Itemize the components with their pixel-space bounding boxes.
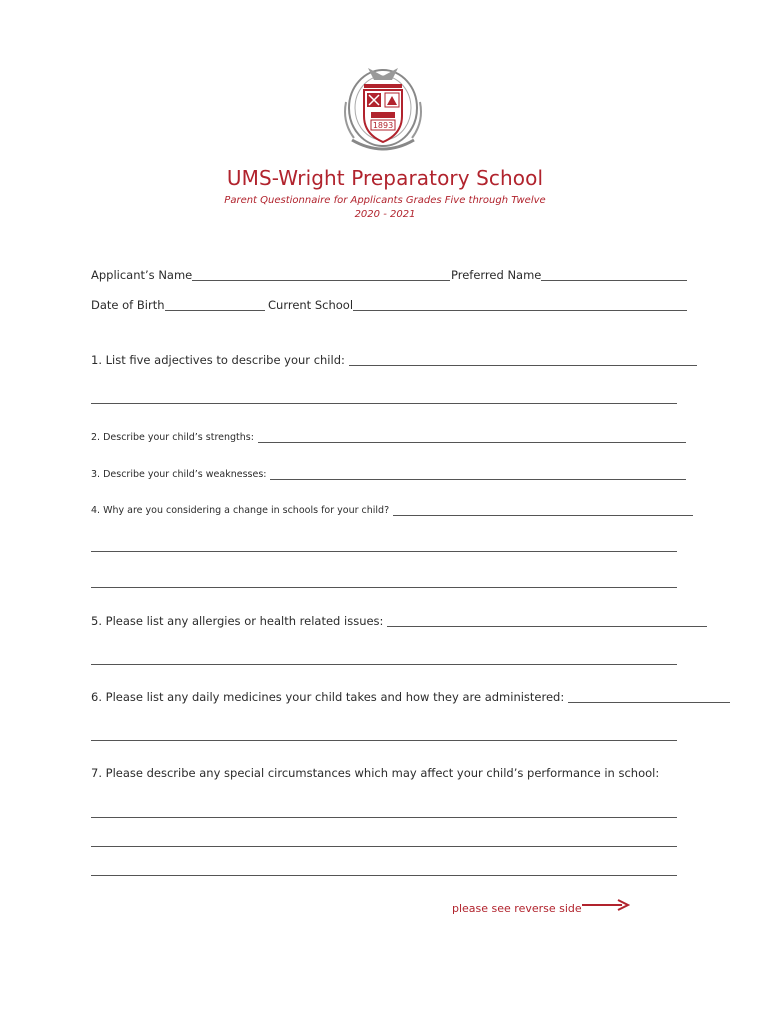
arrow-right-icon	[582, 898, 630, 912]
preferred-name-label: Preferred Name	[451, 268, 542, 282]
dob-label: Date of Birth	[91, 298, 165, 312]
question-2-row	[91, 430, 686, 444]
preferred-name-row	[451, 268, 687, 282]
question-1-row	[91, 353, 697, 367]
question-4-field[interactable]	[393, 503, 693, 516]
question-1-extra-line[interactable]	[91, 403, 677, 404]
school-crest-logo	[340, 62, 426, 162]
question-7-row	[91, 766, 659, 780]
school-year: 2020 - 2021	[354, 209, 416, 220]
applicant-name-field[interactable]	[192, 268, 450, 281]
question-1-field[interactable]	[349, 353, 697, 366]
page-subtitle: Parent Questionnaire for Applicants Grades Five through Twelve	[224, 195, 546, 206]
reverse-side-note: please see reverse side	[452, 902, 582, 915]
question-4-label: 4. Why are you considering a change in schools for your child?	[91, 505, 390, 516]
question-7-line-1[interactable]	[91, 817, 677, 818]
question-7-line-3[interactable]	[91, 875, 677, 876]
question-5-label: 5. Please list any allergies or health related issues:	[91, 614, 384, 628]
question-3-field[interactable]	[270, 467, 686, 480]
question-7-label: 7. Please describe any special circumstances which may affect your child’s performance in school:	[91, 766, 660, 780]
question-5-row	[91, 614, 707, 628]
question-6-extra-line[interactable]	[91, 740, 677, 741]
question-2-label: 2. Describe your child’s strengths:	[91, 432, 254, 443]
current-school-field[interactable]	[353, 298, 687, 311]
dob-field[interactable]	[165, 298, 265, 311]
current-school-row	[268, 298, 687, 312]
question-5-extra-line[interactable]	[91, 664, 677, 665]
question-5-field[interactable]	[387, 614, 707, 627]
page-title: UMS-Wright Preparatory School	[226, 166, 544, 190]
question-3-label: 3. Describe your child’s weaknesses:	[91, 469, 267, 480]
preferred-name-field[interactable]	[541, 268, 687, 281]
question-4-row	[91, 503, 693, 517]
question-1-label: 1. List five adjectives to describe your child:	[91, 353, 345, 367]
question-6-field[interactable]	[568, 690, 730, 703]
applicant-name-label: Applicant’s Name	[91, 268, 193, 282]
question-4-extra-line-1[interactable]	[91, 551, 677, 552]
current-school-label: Current School	[268, 298, 354, 312]
question-7-line-2[interactable]	[91, 846, 677, 847]
crest-year-text: 1893	[372, 121, 394, 130]
question-6-row	[91, 690, 730, 704]
question-4-extra-line-2[interactable]	[91, 587, 677, 588]
applicant-name-row	[91, 268, 450, 282]
question-3-row	[91, 467, 686, 481]
question-2-field[interactable]	[258, 430, 686, 443]
dob-row	[91, 298, 265, 312]
question-6-label: 6. Please list any daily medicines your child takes and how they are administered:	[91, 690, 565, 704]
